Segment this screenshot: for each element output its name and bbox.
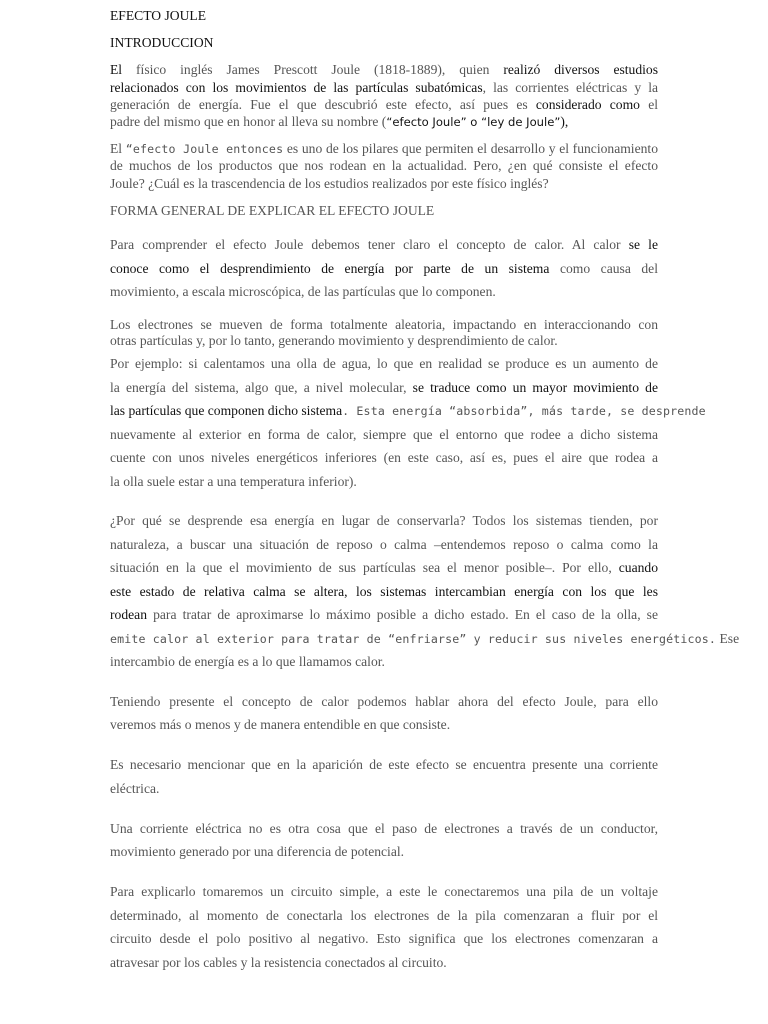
text-line: de muchos de los productos que nos rodean en la actualidad. Pero, ¿en qué consiste el efecto [110, 158, 658, 173]
text-line: otras partículas y, por lo tanto, generando movimiento y desprendimiento de calor. [110, 333, 558, 348]
text-line: Para comprender el efecto Joule debemos tener claro el concepto de calor. Al calor se le [110, 237, 658, 252]
text-line: intercambio de energía es a lo que llamamos calor. [110, 654, 385, 669]
document-title: EFECTO JOULE [110, 8, 207, 23]
text-line: la energía del sistema, algo que, a nivel molecular, se traduce como un mayor movimiento de [110, 380, 658, 395]
text-line: Para explicarlo tomaremos un circuito simple, a este le conectaremos una pila de un voltaje [110, 884, 658, 899]
text-line: Una corriente eléctrica no es otra cosa que el paso de electrones a través de un conductor, [110, 821, 658, 836]
text-line: conoce como el desprendimiento de energía por parte de un sistema como causa del [110, 261, 658, 276]
text-line: nuevamente al exterior en forma de calor, siempre que el entorno que rodee a dicho sistema [110, 427, 658, 442]
text-line: movimiento generado por una diferencia de potencial. [110, 844, 405, 859]
text-line: naturaleza, a buscar una situación de reposo o calma –entendemos reposo o calma como la [110, 537, 658, 552]
text-line: veremos más o menos y de manera entendible en que consiste. [110, 717, 451, 732]
text-line: la olla suele estar a una temperatura inferior). [110, 474, 357, 489]
text-line: Teniendo presente el concepto de calor podemos hablar ahora del efecto Joule, para ello [110, 694, 658, 709]
text-line: determinado, al momento de conectarla los electrones de la pila comenzaran a fluir por el [110, 908, 658, 923]
text-line: El físico inglés James Prescott Joule (1818-1889), quien realizó diversos estudios [110, 62, 659, 77]
section-heading-forma-general: FORMA GENERAL DE EXPLICAR EL EFECTO JOULE [110, 203, 435, 218]
text-line: Joule? ¿Cuál es la trascendencia de los estudios realizados por este físico inglés? [110, 176, 549, 191]
text-line: emite calor al exterior para tratar de “enfriarse” y reducir sus niveles energéticos. Ese [110, 631, 740, 646]
text-line: eléctrica. [110, 781, 160, 796]
text-line: atravesar por los cables y la resistencia conectados al circuito. [110, 955, 447, 970]
text-line: este estado de relativa calma se altera, los sistemas intercambian energía con los que les [110, 584, 658, 599]
text-line: circuito desde el polo positivo al negativo. Esto significa que los electrones comenzaran a [110, 931, 658, 946]
text-line: las partículas que componen dicho sistema. Esta energía “absorbida”, más tarde, se desprende [110, 403, 706, 418]
text-line: generación de energía. Fue el que descubrió este efecto, así pues es considerado como el [110, 97, 658, 112]
text-line: Los electrones se mueven de forma totalmente aleatoria, impactando en interaccionando con [110, 317, 658, 332]
text-line: rodean para tratar de aproximarse lo máximo posible a dicho estado. En el caso de la olla, se [110, 607, 658, 622]
text-line: padre del mismo que en honor al lleva su nombre (“efecto Joule” o “ley de Joule”), [110, 114, 569, 129]
text-line: Es necesario mencionar que en la aparición de este efecto se encuentra presente una corriente [110, 757, 658, 772]
text-line: cuente con unos niveles energéticos inferiores (en este caso, así es, pues el aire que rodea a [110, 450, 658, 465]
text-line: El “efecto Joule entonces es uno de los pilares que permiten el desarrollo y el funcionamiento [110, 141, 658, 156]
text-line: relacionados con los movimientos de las partículas subatómicas, las corrientes eléctricas y la [110, 80, 658, 95]
section-heading-introduccion: INTRODUCCION [110, 35, 214, 50]
text-line: situación en la que el movimiento de sus partículas sea el menor posible–. Por ello, cuando [110, 560, 658, 575]
text-line: Por ejemplo: si calentamos una olla de agua, lo que en realidad se produce es un aumento de [110, 356, 658, 371]
text-line: ¿Por qué se desprende esa energía en lugar de conservarla? Todos los sistemas tienden, por [110, 513, 658, 528]
text-line: movimiento, a escala microscópica, de las partículas que lo componen. [110, 284, 496, 299]
